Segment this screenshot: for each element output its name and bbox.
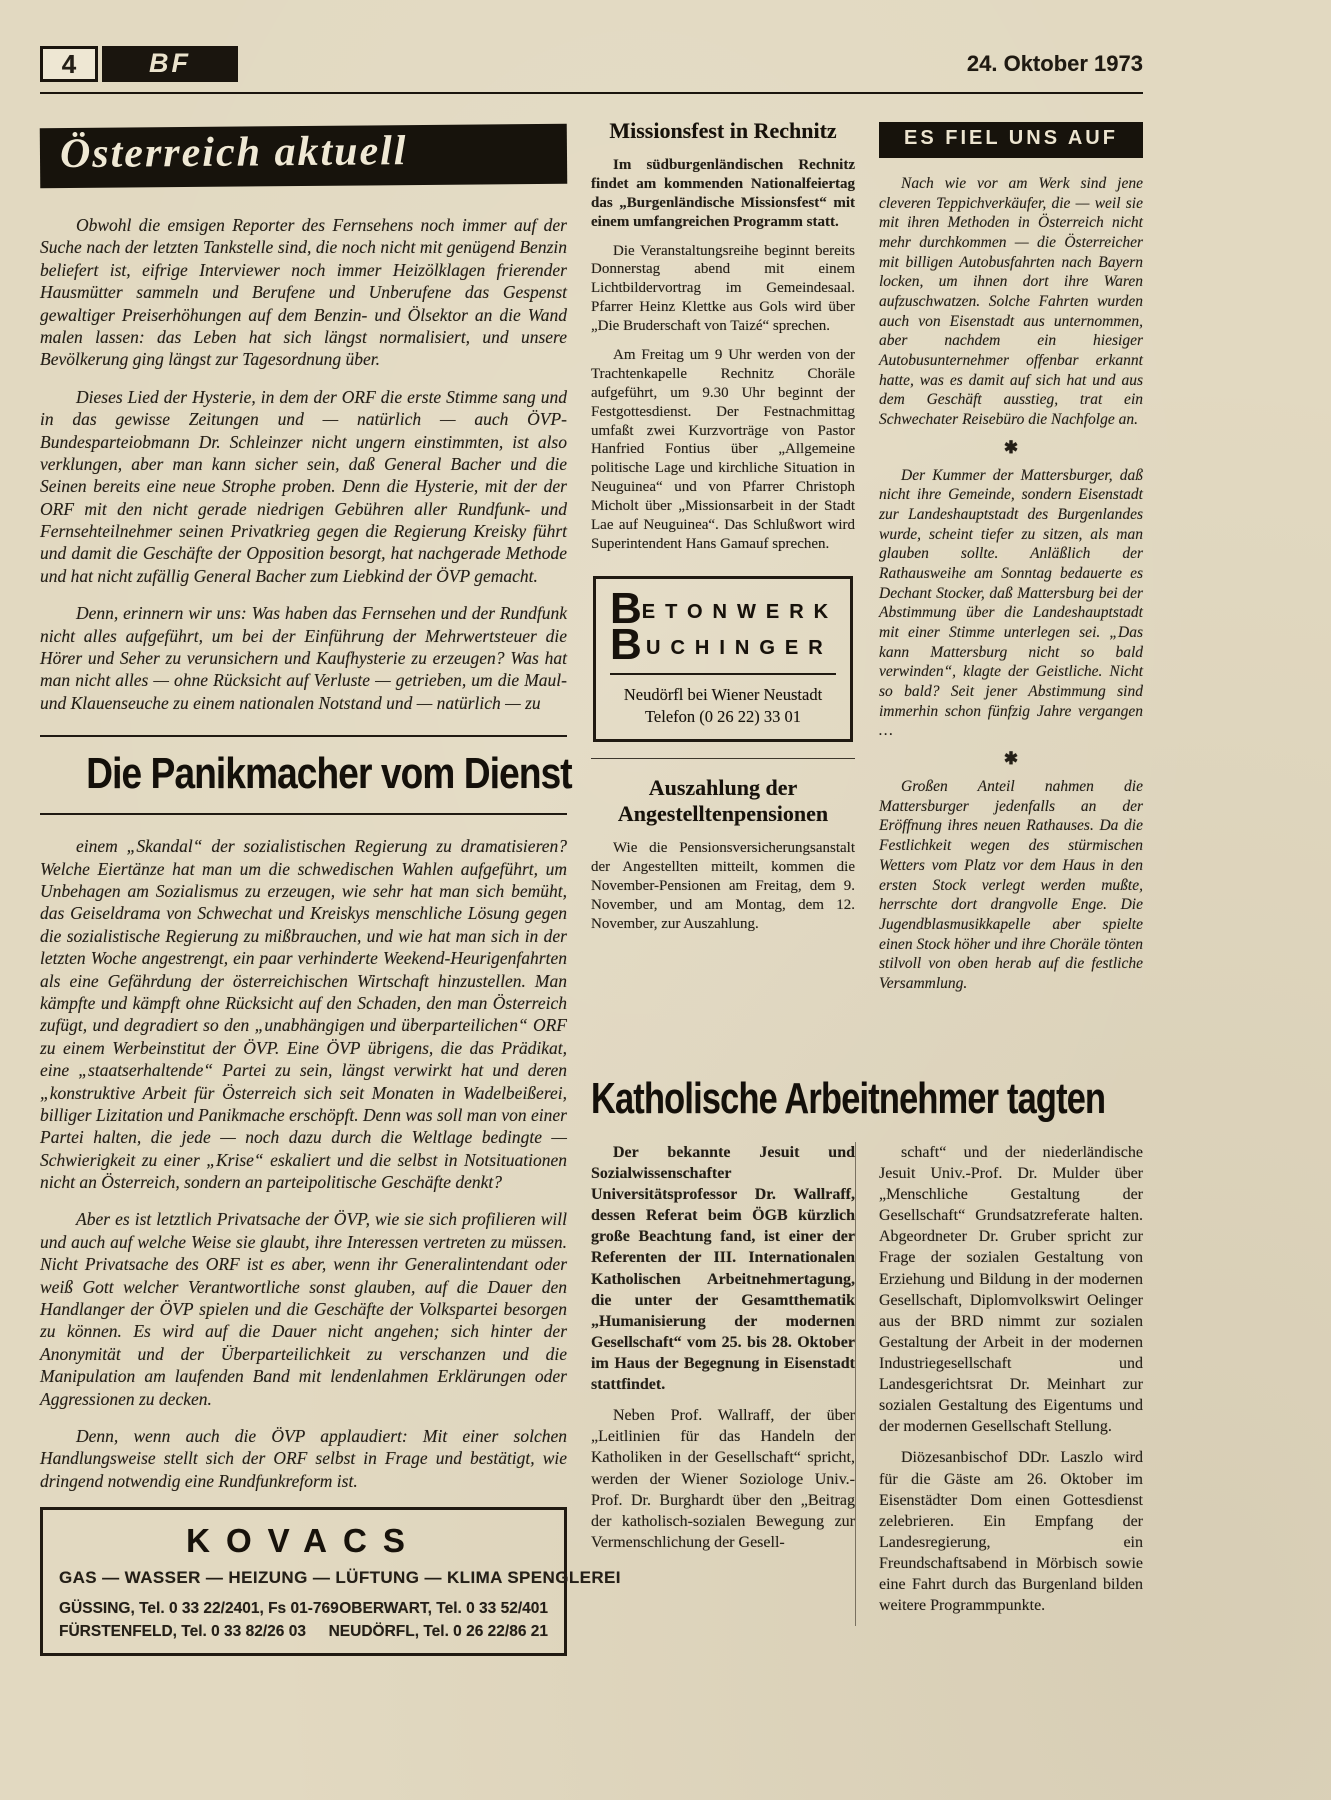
divider: [591, 758, 855, 759]
betonwerk-buchinger-ad: [593, 576, 853, 742]
asterisk-separator: ✱: [1003, 437, 1019, 457]
missionsfest-headline: Missionsfest in Rechnitz: [609, 118, 837, 143]
glosse-paragraph: Der Kummer der Mattersburger, daß nicht ihre Gemeinde, sondern Eisenstadt zur Landeshauptstadt des Burgenlandes wurde, scheint tiefer zu sitzen, als man glauben sollte. Anläßlich der Rathausweihe am Sonntag bedauerte es Dechant Stocker, daß Mattersburg bei der Abstimmung über die Landeshauptstadt mit einer Stimme unterlegen sei. „Das kann Mattersburg nicht so bald verwinden“, klagte der Geistliche. Nicht so bald? Seit jener Abstimmung sind immerhin schon fünfzig Jahre vergangen …: [879, 466, 1143, 740]
kovacs-ad: [40, 1507, 621, 1656]
pensionen-headline: [591, 775, 855, 828]
article-paragraph: Diözesanbischof DDr. Laszlo wird für die Gäste am 26. Oktober im Eisenstädter Dom einen Gottesdienst zelebrieren. Ein Empfang der Landesregierung, ein Freundschaftsabend in Mörbisch sowie eine Fahrt durch das Burgenland bilden weitere Programmpunkte.: [879, 1449, 1143, 1615]
betonwerk-ad-line: [610, 619, 836, 669]
editorial-paragraph: Aber es ist letztlich Privatsache der ÖVP, wie sie sich profilieren will und auch auf welche Weise sie glaubt, ihre Interessen vertreten zu müssen. Nicht Privatsache des ORF ist es aber, wenn ihr Generalintendant oder weiß Gott welcher Verantwortliche sonst glauben, auf die Dauer den Handlanger der ÖVP spielen und die Geschäfte der Volkspartei besorgen zu können. Es wird auf die Dauer nicht angehen; sich hinter der Anonymität und der Überparteilichkeit zu verschanzen und die Manipulation am laufenden Band mit lendenlahmen Erklärungen oder Aggressionen zu decken.: [40, 1209, 567, 1409]
katholische-column-1: [591, 1142, 855, 1626]
article-paragraph: schaft“ und der niederländische Jesuit Univ.-Prof. Dr. Mulder über „Menschliche Gestaltung der Gesellschaft“ Grundsatzreferate halten. Abgeordneter Dr. Gruber spricht zur Frage der sozialen Gestaltung von Erziehung und Bildung in der modernen Gesellschaft, Diplomvolkswirt Oelinger aus der BRD nimmt zur sozialen Gestaltung der Arbeit in der modernen Industriegesellschaft und Landesgerichtsrat Dr. Meinhart zur sozialen Gestaltung des Eigentums und der modernen Gesellschaft Stellung.: [879, 1143, 1143, 1436]
betonwerk-address: Neudörfl bei Wiener Neustadt: [623, 684, 823, 704]
betonwerk-word: UCHINGER: [646, 637, 833, 660]
editorial-paragraph: Denn, wenn auch die ÖVP applaudiert: Mit einer solchen Handlungsweise stellt sich der ORF selbst in Frage und bestätigt, wie dringend notwendig eine Rundfunkreform ist.: [40, 1425, 567, 1491]
editorial-body-bottom: [40, 835, 567, 1507]
editorial-column: [40, 118, 621, 1656]
article-paragraph: Im südburgenländischen Rechnitz findet am kommenden Nationalfeiertag das „Burgenländische Missionsfest“ mit einem umfangreichen Programm statt.: [591, 157, 855, 230]
katholische-headline-text: Katholische Arbeitnehmer tagten: [591, 1073, 1106, 1123]
page-number-box: [40, 46, 98, 82]
editorial-paragraph: Denn, erinnern wir uns: Was haben das Fernsehen und der Rundfunk nicht alles aufgeführt, um bei der Einführung der Mehrwertsteuer die Hörer und Seher zu verunsichern und Kaufhysterie zu erzeugen? Was hat man nicht alles — ohne Rücksicht auf Verluste — getrieben, um die Maul- und Klauenseuche zu einem nationalen Notstand und — natürlich — zu: [40, 603, 567, 713]
divider: [610, 673, 836, 675]
kovacs-contact: FÜRSTENFELD, Tel. 0 33 82/26 03: [59, 1623, 306, 1641]
editorial-paragraph: einem „Skandal“ der sozialistischen Regierung zu dramatisieren? Welche Eiertänze hat man um die schwedischen Wahlen aufgeführt, um Unbehagen am Sozialismus zu erzeugen, wie sehr hat man sich bemüht, das Geiseldrama von Schwechat und Kreiskys menschliche Lösung gegen die sozialistische Regierung zu mißbrauchen, und wie hat man sich in der letzten Woche angestrengt, ein paar verhinderte Weekend-Heurigenfahrten als eine Gefährdung der österreichischen Wirtschaft hinzustellen. Man kämpfte und kämpft ohne Rücksicht auf den Schaden, den man Österreich zufügt, und degradiert so den „unabhängigen und überparteilichen“ ORF zu einem Werbeinstitut der ÖVP. Eine ÖVP übrigens, die das Prädikat, eine „staatserhaltende“ Partei zu sein, längst verwirkt hat und deren „konstruktive Arbeit für Österreich sich seit Monaten in Wadelbeißerei, billiger Lizitation und Panikmache erschöpft. Denn was soll man von einer Partei halten, die jede — noch dazu durch die Weltlage bedingte — Schwierigkeit zu einer „Krise“ eskaliert und die selbst in Notsituationen nicht an Österreich, sondern an parteipolitische Geschäfte denkt?: [40, 836, 567, 1193]
middle-column: [591, 118, 855, 1060]
katholische-columns: [591, 1142, 1143, 1626]
betonwerk-initial: B: [610, 619, 642, 669]
oesterreich-aktuell-banner: [40, 124, 568, 189]
katholische-arbeitnehmer-article: [591, 1072, 1143, 1656]
editorial-paragraph: Obwohl die emsigen Reporter des Fernsehens noch immer auf der Suche nach der letzten Tankstelle sind, die noch nicht mit genügend Benzin beliefert ist, eifrige Interviewer noch immer Heizölklagen frierender Hausmütter sammeln und Berufene und Unberufene das Gespenst gewaltiger Preiserhöhungen auf dem Benzin- und Ölsektor an die Wand malen lassen: das Leben hat sich längst normalisiert, und unsere Bevölkerung ging längst zur Tagesordnung über.: [40, 215, 567, 370]
pensionen-headline-line: Angestelltenpensionen: [617, 800, 829, 826]
article-paragraph: Am Freitag um 9 Uhr werden von der Trachtenkapelle Rechnitz Choräle aufgeführt, um 9.30 Uhr beginnt der Festgottesdienst. Der Festnachmittag umfaßt zwei Kurzvorträge von Pastor Hanfried Fontius über „Allgemeine politische Lage und kirchliche Situation in Neuguinea“ und von Pfarrer Christoph Micholt über „Missionsarbeit in der Stadt Lae auf Neuguinea“. Das Schlußwort wird Superintendent Hans Gamauf sprechen.: [591, 347, 855, 552]
masthead: [40, 46, 1143, 94]
kovacs-contact: OBERWART, Tel. 0 33 52/401: [339, 1600, 548, 1618]
betonwerk-ad-line: [610, 583, 839, 633]
kovacs-ad-services: GAS — WASSER — HEIZUNG — LÜFTUNG — KLIMA SPENGLEREI: [59, 1568, 621, 1588]
glosse-paragraph: Nach wie vor am Werk sind jene cleveren Teppichverkäufer, die — weil sie mit ihren Methoden in Österreich nicht mehr durchkommen — die Österreicher mit billigen Autobusfahrten nach Bayern locken, um ihnen dort ihre Waren aufzuschwatzen. Solche Fahrten wurden auch von Eisenstadt aus unternommen, aber nachdem ein hiesiger Autobusunternehmer offenbar erkannt hatte, was es damit auf sich hat und aus dem Geschäft ausstieg, trat ein Schwechater Reisebüro die Nachfolge an.: [879, 175, 1143, 429]
article-paragraph: Wie die Pensionsversicherungsanstalt der Angestellten mitteilt, kommen die November-Pensionen am Freitag, dem 9. November, und am Montag, dem 12. November, zur Auszahlung.: [591, 840, 855, 932]
es-fiel-uns-auf-column: [879, 118, 1143, 1060]
asterisk-separator: ✱: [1003, 749, 1019, 769]
es-fiel-uns-auf-title: ES FIEL UNS AUF: [904, 127, 1118, 149]
article-paragraph: Die Veranstaltungsreihe beginnt bereits Donnerstag abend mit einem Lichtbildervortrag im Gemeindesaal. Pfarrer Heinz Klettke aus Gols wird über „Die Bruderschaft von Taizé“ sprechen.: [591, 242, 855, 335]
kovacs-contact: NEUDÖRFL, Tel. 0 26 22/86 21: [328, 1623, 548, 1641]
kovacs-ad-name: KOVACS: [186, 1522, 421, 1560]
oesterreich-aktuell-title: Österreich aktuell: [59, 128, 408, 178]
article-paragraph: Neben Prof. Wallraff, der über „Leitlinien für das Handeln der Katholiken in der Gesellschaft“ spricht, werden der Wiener Soziologe Univ.-Prof. Dr. Burghardt über den „Beitrag der katholisch-sozialen Bewegung zur Vermenschlichung der Gesell-: [591, 1407, 855, 1551]
editorial-body-top: [40, 214, 567, 729]
glosse-paragraph: Großen Anteil nahmen die Mattersburger jedenfalls an der Eröffnung ihres neuen Rathauses. Da die Festlichkeit wegen des stürmischen Wetters vom Platz vor dem Haus in den ersten Stock verlegt werden mußte, herrschte dort drangvolle Enge. Die Jugendblasmusikkapelle aber spielte einen Stock höher und ihre Choräle tönten stilvoll von oben herab auf die festliche Versammlung.: [879, 778, 1143, 992]
panikmacher-headline: [40, 735, 572, 815]
kovacs-ad-contact-row: [59, 1623, 548, 1641]
issue-date: 24. Oktober 1973: [966, 51, 1143, 76]
betonwerk-word: ETONWERK: [641, 601, 839, 624]
katholische-headline: [591, 1074, 1143, 1124]
kovacs-ad-contact-row: [59, 1600, 548, 1618]
kovacs-contact: GÜSSING, Tel. 0 33 22/2401, Fs 01-769: [59, 1600, 339, 1618]
bf-logo: [102, 46, 238, 82]
editorial-paragraph: Dieses Lied der Hysterie, in dem der ORF die erste Stimme sang und in das gewisse Zeitungen und — natürlich — auch ÖVP-Bundesparteiobmann Dr. Schleinzer nicht ungern einstimmten, ist also verklungen, aber man kann sicher sein, daß General Bacher und die Seinen bereits eine neue Strophe proben. Denn die Hysterie, mit der der ORF mit den nicht gerade niedrigen Gebühren aller Rundfunk- und Fernsehteilnehmer seinen Privatkrieg gegen die Regierung Kreisky führt und damit die Geschäfte der Opposition besorgt, hat nachgerade Methode und hat nicht zufällig General Bacher zum Liebkind der ÖVP gemacht.: [40, 386, 567, 586]
bf-logo-text: BF: [149, 47, 191, 78]
betonwerk-initial: B: [610, 583, 642, 633]
pensionen-headline-line: Auszahlung der: [648, 774, 798, 800]
es-fiel-uns-auf-banner: [879, 122, 1143, 158]
page-number: 4: [61, 48, 77, 79]
betonwerk-phone: Telefon (0 26 22) 33 01: [644, 707, 802, 727]
page-content: [40, 118, 1143, 1656]
missionsfest-article: [591, 156, 855, 554]
katholische-column-2: [855, 1142, 1143, 1626]
es-fiel-uns-auf-body: [879, 174, 1143, 994]
pensionen-article: [591, 839, 855, 933]
panikmacher-headline-text: Die Panikmacher vom Dienst: [86, 749, 572, 799]
article-paragraph: Der bekannte Jesuit und Sozialwissenschafter Universitätsprofessor Dr. Wallraff, dessen Referat beim ÖGB kürzlich große Beachtung fand, ist einer der Referenten der III. Internationalen Katholischen Arbeitnehmertagung, die unter der Gesamtthematik „Humanisierung der modernen Gesellschaft“ vom 25. bis 28. Oktober im Haus der Begegnung in Eisenstadt stattfindet.: [591, 1143, 855, 1394]
